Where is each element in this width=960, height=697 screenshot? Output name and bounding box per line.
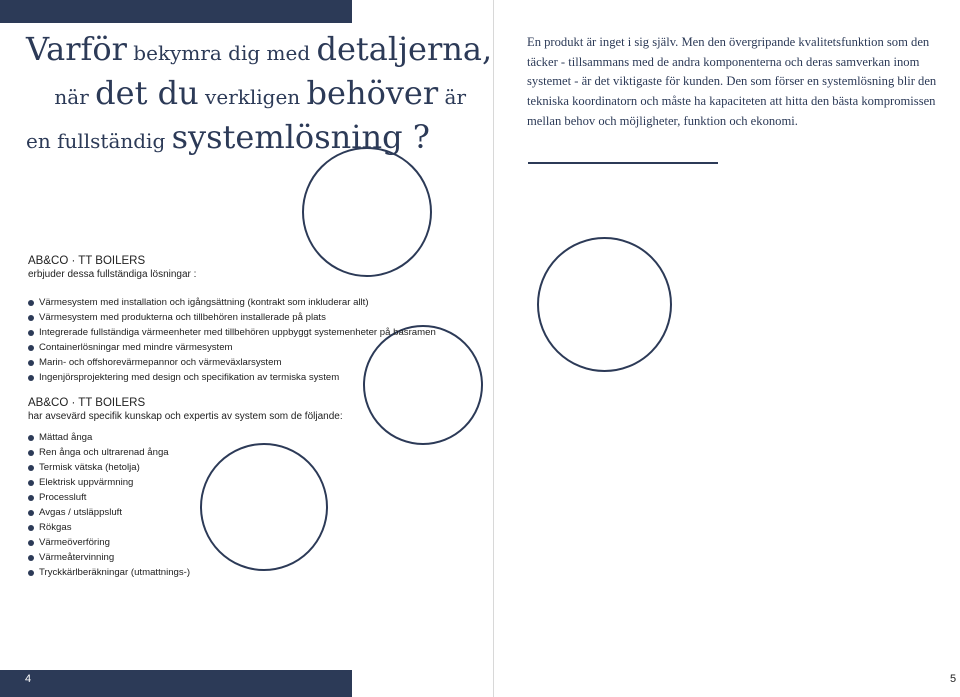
intro-rule xyxy=(528,162,718,164)
list-item: Värmesystem med installation och igångsättning (kontrakt som inkluderar allt) xyxy=(28,295,436,310)
list-item: Värmeåtervinning xyxy=(28,550,343,565)
section-solutions xyxy=(28,255,436,385)
list-item: Mättad ånga xyxy=(28,430,343,445)
heading-line-1: Varför bekymra dig med detaljerna, xyxy=(26,30,493,68)
bullet-icon xyxy=(28,360,34,366)
list-item: Elektrisk uppvärmning xyxy=(28,475,343,490)
list-item: Tryckkärlberäkningar (utmattnings-) xyxy=(28,565,343,580)
bullet-icon xyxy=(28,540,34,546)
section-1-list xyxy=(28,295,436,385)
bullet-icon xyxy=(28,555,34,561)
list-item: Värmeöverföring xyxy=(28,535,343,550)
bullet-icon xyxy=(28,375,34,381)
bullet-icon xyxy=(28,510,34,516)
heading-line-3: en fullständig systemlösning ? xyxy=(26,118,430,156)
bullet-icon xyxy=(28,300,34,306)
bullet-icon xyxy=(28,465,34,471)
bullet-icon xyxy=(28,495,34,501)
decorative-circle-right xyxy=(537,237,672,372)
list-item: Containerlösningar med mindre värmesystem xyxy=(28,340,436,355)
top-banner-bar xyxy=(0,0,352,23)
page-divider xyxy=(493,0,494,697)
intro-paragraph xyxy=(527,33,952,132)
list-item: Ren ånga och ultrarenad ånga xyxy=(28,445,343,460)
bullet-icon xyxy=(28,345,34,351)
list-item: Processluft xyxy=(28,490,343,505)
bullet-icon xyxy=(28,480,34,486)
section-2-list xyxy=(28,430,343,580)
list-item: Integrerade fullständiga värmeenheter med tillbehören uppbyggt systemenheter på basramen xyxy=(28,325,436,340)
section-2-subtitle: har avsevärd specifik kunskap och expertis av system som de följande: xyxy=(28,411,343,422)
section-expertise xyxy=(28,397,343,580)
page-number-right: 5 xyxy=(950,673,957,685)
heading-line-2: när det du verkligen behöver är xyxy=(54,74,466,112)
bullet-icon xyxy=(28,315,34,321)
bullet-icon xyxy=(28,330,34,336)
list-item: Värmesystem med produkterna och tillbehören installerade på plats xyxy=(28,310,436,325)
section-1-subtitle: erbjuder dessa fullständiga lösningar : xyxy=(28,269,197,280)
bullet-icon xyxy=(28,525,34,531)
intro-part-2: Den som förser en systemlösning blir den tekniska koordinatorn och måste ha kapaciteten att hitta den bästa kompromissen mellan behov och möjligheter, funktion och ekonomi. xyxy=(527,74,937,128)
bottom-banner-bar xyxy=(0,670,352,697)
page-number-left: 4 xyxy=(25,673,32,685)
section-1-company: AB&CO · TT BOILERS xyxy=(28,255,146,267)
list-item: Marin- och offshorevärmepannor och värmeväxlarsystem xyxy=(28,355,436,370)
bullet-icon xyxy=(28,435,34,441)
list-item: Termisk vätska (hetolja) xyxy=(28,460,343,475)
list-item: Ingenjörsprojektering med design och specifikation av termiska system xyxy=(28,370,436,385)
page-heading xyxy=(26,30,493,162)
bullet-icon xyxy=(28,450,34,456)
section-2-company: AB&CO · TT BOILERS xyxy=(28,397,146,409)
bullet-icon xyxy=(28,570,34,576)
intro-part-1: En produkt är inget i sig själv. Men den övergripande kvalitetsfunktion som den täcker - tillsammans med de andra komponenterna och deras samverkan inom systemet - är det viktigaste för kunden. xyxy=(527,35,930,89)
list-item: Avgas / utsläppsluft xyxy=(28,505,343,520)
list-item: Rökgas xyxy=(28,520,343,535)
